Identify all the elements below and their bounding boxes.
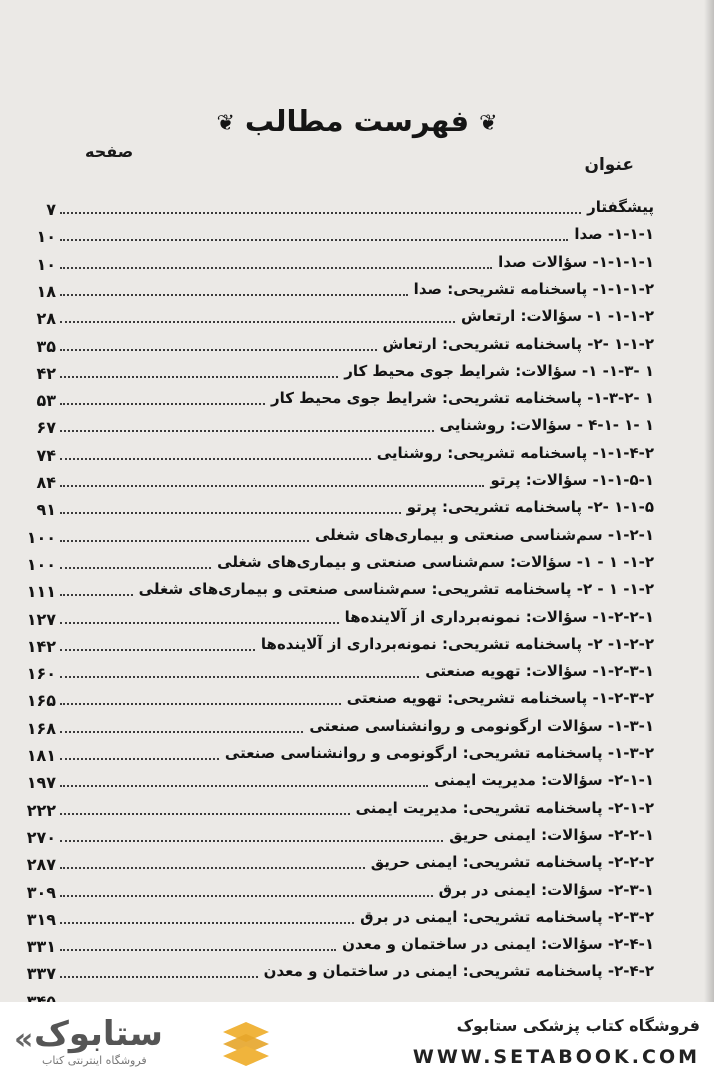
toc-entry-title: ۱-۱-۱-۲- پاسخنامه تشریحی: صدا	[413, 279, 654, 298]
title-text: فهرست مطالب	[244, 104, 470, 138]
toc-entry	[26, 631, 654, 658]
toc-entry-title: ۱-۲-۳-۱- سؤالات: تهویه صنعتی	[425, 662, 654, 681]
toc-entry	[26, 713, 654, 740]
dot-leader	[60, 376, 338, 378]
toc-entry	[26, 877, 654, 904]
toc-entry-page: ۳۳۷	[26, 964, 56, 984]
page-edge-shadow	[704, 0, 714, 1002]
store-footer	[0, 1002, 714, 1080]
dot-leader	[60, 867, 365, 869]
toc-entry-page: ۱۴۲	[26, 636, 56, 656]
dot-leader	[60, 540, 309, 542]
dot-leader	[60, 349, 377, 351]
toc-entry-page: ۳۱۹	[26, 909, 56, 929]
dot-leader	[60, 813, 350, 815]
toc-entry-page: ۱۱۱	[26, 582, 56, 602]
toc-entry	[36, 358, 654, 385]
toc-entry-page: ۳۵	[36, 336, 56, 356]
dot-leader	[60, 430, 434, 432]
toc-entry	[26, 740, 654, 767]
toc-entry	[26, 604, 654, 631]
toc-entry-page: ۱۶۵	[26, 691, 56, 711]
ornament-icon: ❦	[216, 110, 235, 136]
store-url-link[interactable]: WWW.SETABOOK.COM	[412, 1046, 700, 1068]
store-logo[interactable]	[14, 1014, 284, 1072]
dot-leader	[60, 785, 428, 787]
toc-entry	[26, 685, 654, 712]
toc-entry	[36, 412, 654, 439]
toc-entry-page: ۱۸۱	[26, 746, 56, 765]
toc-entry-title: ۱-۲-۱- سم‌شناسی صنعتی و بیماری‌های شغلی	[314, 525, 654, 544]
toc-entry	[26, 522, 654, 549]
toc-entry-title: ۲-۴-۱- سؤالات: ایمنی در ساختمان و معدن	[342, 935, 654, 954]
toc-entry	[26, 849, 654, 876]
dot-leader	[60, 676, 419, 678]
toc-entry-page: ۹۱	[36, 500, 56, 520]
toc-entry-page: ۱۰۰	[26, 554, 56, 574]
toc-entry-title: ۱-۱-۱- صدا	[574, 225, 654, 244]
toc-entry	[36, 249, 654, 276]
dot-leader	[60, 949, 336, 951]
dot-leader	[60, 212, 581, 214]
dot-leader	[60, 294, 408, 296]
toc-entry	[26, 576, 654, 603]
store-name: فروشگاه کتاب پزشکی ستابوک	[456, 1016, 700, 1035]
dot-leader	[60, 976, 258, 978]
toc-entry-title: ۲-۳-۱- سؤالات: ایمنی در برق	[438, 880, 654, 899]
dot-leader	[60, 649, 255, 651]
toc-entry	[26, 795, 654, 822]
logo-tagline: فروشگاه اینترنتی کتاب	[42, 1054, 147, 1067]
dot-leader	[60, 512, 401, 514]
toc-entry-title: ۱ -۱-۳-۲- پاسخنامه تشریحی: شرایط جوی محیط کار	[270, 389, 654, 408]
toc-entry-page: ۵۳	[36, 391, 56, 411]
toc-entry-page: ۲۸۷	[26, 855, 56, 875]
toc-entry-title: ۱ -۱-۳- ۱- سؤالات: شرایط جوی محیط کار	[344, 361, 654, 380]
toc-entry-title: ۱-۲- ۱ - ۲- پاسخنامه تشریحی: سم‌شناسی صنعتی و بیماری‌های شغلی	[138, 580, 654, 599]
toc-entry	[36, 385, 654, 412]
toc-entry-page: ۱۸	[36, 281, 56, 301]
toc-entry-title: ۲-۳-۲- پاسخنامه تشریحی: ایمنی در برق	[360, 907, 654, 926]
toc-entry-page: ۲۸	[36, 309, 56, 329]
toc-entry-title: ۱ -۱ -۴-۱ - سؤالات: روشنایی	[439, 416, 654, 435]
toc-entry	[36, 440, 654, 467]
toc-entry-title: ۲-۲-۱- سؤالات: ایمنی حریق	[449, 825, 654, 844]
toc-entry	[36, 303, 654, 330]
dot-leader	[60, 485, 484, 487]
dot-leader	[60, 458, 371, 460]
column-header-title: عنوان	[584, 155, 634, 175]
toc-entry-page: ۶۷	[36, 418, 56, 438]
toc-entry-title: ۱-۱-۵-۱- سؤالات: پرتو	[490, 471, 654, 489]
toc-entry-title: پیشگفتار	[587, 198, 654, 216]
dot-leader	[60, 622, 339, 624]
toc-entry-page: ۲۲۲	[26, 800, 56, 820]
dot-leader	[60, 567, 211, 569]
dot-leader	[60, 594, 133, 596]
toc-entry-title: ۱-۱-۵ -۲- پاسخنامه تشریحی: پرتو	[406, 498, 654, 517]
toc-entry-page: ۱۰۰	[26, 527, 56, 547]
dot-leader	[60, 321, 455, 323]
dot-leader	[60, 922, 354, 924]
toc-entry-title: ۱-۱-۲ -۲- پاسخنامه تشریحی: ارتعاش	[382, 334, 654, 353]
dot-leader	[60, 840, 443, 842]
logo-wordmark: ستابوک	[34, 1014, 163, 1054]
toc-entry-page: ۱۹۷	[26, 773, 56, 793]
toc-entry-page: ۱۲۷	[26, 609, 56, 629]
toc-entry-page: ۱۰	[36, 254, 56, 274]
toc-entry	[36, 221, 654, 248]
ornament-icon: ❦	[479, 110, 498, 136]
toc-entry-title: ۲-۴-۲- پاسخنامه تشریحی: ایمنی در ساختمان و معدن	[263, 962, 654, 981]
toc-entry-page: ۷۴	[36, 445, 56, 465]
toc-entry	[26, 549, 654, 576]
toc-entry-title: ۱-۲- ۱ - ۱- سؤالات: سم‌شناسی صنعتی و بیماری‌های شغلی	[217, 552, 654, 571]
book-stack-icon	[219, 1018, 273, 1070]
toc-entry	[26, 658, 654, 685]
toc-entry-title: ۱-۲-۲-۱- سؤالات: نمونه‌برداری از آلاینده‌ها	[344, 607, 654, 626]
toc-entry	[26, 958, 654, 985]
dot-leader	[60, 703, 341, 705]
toc-entry	[26, 822, 654, 849]
toc-entry	[36, 276, 654, 303]
toc-entry-title: ۲-۲-۲- پاسخنامه تشریحی: ایمنی حریق	[370, 853, 654, 872]
toc-entry-title: ۱-۱-۲- ۱- سؤالات: ارتعاش	[461, 307, 654, 326]
toc-entry-title: ۱-۲-۳-۲- پاسخنامه تشریحی: تهویه صنعتی	[346, 689, 654, 708]
toc-entry	[36, 331, 654, 358]
page-title	[0, 104, 714, 138]
toc-entry-title: ۱-۳-۱- سؤالات ارگونومی و روانشناسی صنعتی	[309, 716, 654, 735]
toc-entry-page: ۱۶۸	[26, 718, 56, 738]
toc-entry-title: ۲-۱-۱- سؤالات: مدیریت ایمنی	[434, 771, 654, 790]
toc-entry-title: ۲-۱-۲- پاسخنامه تشریحی: مدیریت ایمنی	[355, 798, 654, 817]
toc-entry-page: ۲۷۰	[26, 827, 56, 847]
chevrons-icon: «	[14, 1022, 34, 1057]
toc-entry	[26, 931, 654, 958]
toc-entry	[26, 767, 654, 794]
dot-leader	[60, 895, 433, 897]
toc-entry	[46, 194, 654, 221]
toc-entry-page: ۳۳۱	[26, 937, 56, 957]
dot-leader	[60, 758, 219, 760]
dot-leader	[60, 267, 492, 269]
dot-leader	[60, 239, 568, 241]
toc-entry-title: ۱-۲-۲- ۲- پاسخنامه تشریحی: نمونه‌برداری از آلاینده‌ها	[260, 634, 654, 653]
toc-entry-page: ۸۴	[36, 473, 56, 492]
toc-entry-page: ۷	[46, 200, 56, 219]
toc-entry-title: ۱-۱-۴-۲- پاسخنامه تشریحی: روشنایی	[376, 443, 654, 462]
dot-leader	[60, 403, 265, 405]
toc-entry-title: ۱-۱-۱-۱- سؤالات صدا	[498, 252, 654, 271]
column-header-page: صفحه	[85, 142, 134, 161]
toc-entry-page: ۱۰	[36, 227, 56, 247]
toc-entry	[26, 904, 654, 931]
toc-entry-page: ۳۰۹	[26, 882, 56, 902]
toc-entry-page: ۱۶۰	[26, 664, 56, 684]
toc-entry-page: ۴۲	[36, 363, 56, 383]
toc-entry	[36, 494, 654, 521]
dot-leader	[60, 731, 303, 733]
toc-entry	[36, 467, 654, 494]
toc-entry-title: ۱-۳-۲- پاسخنامه تشریحی: ارگونومی و روانشناسی صنعتی	[224, 744, 654, 762]
